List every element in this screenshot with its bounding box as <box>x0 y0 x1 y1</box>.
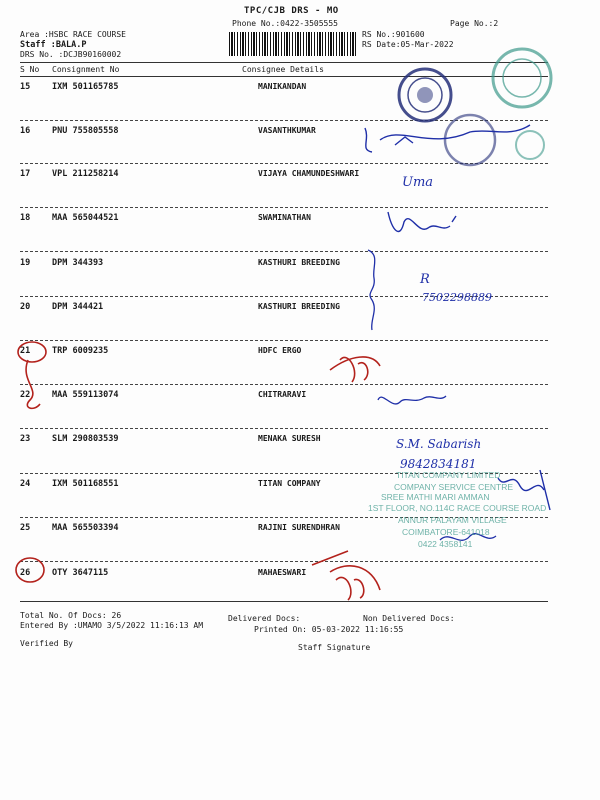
row-consignee: TITAN COMPANY <box>258 479 321 488</box>
signature-row-22 <box>378 396 446 404</box>
company-stamp <box>368 470 546 549</box>
round-stamp-teal <box>493 49 551 107</box>
non-delivered-docs: Non Delivered Docs: <box>363 614 455 623</box>
svg-text:0422 4358141: 0422 4358141 <box>418 539 473 549</box>
entered-by: Entered By :UMAMO 3/5/2022 11:16:13 AM <box>20 621 204 630</box>
row-consignee: KASTHURI BREEDING <box>258 302 340 311</box>
row-consignment: TRP 6009235 <box>52 346 109 356</box>
row-consignee: RAJINI SURENDHRAN <box>258 523 340 532</box>
page-number: Page No.:2 <box>450 19 499 28</box>
row-sno: 24 <box>20 479 31 489</box>
rs-number: RS No.:901600 <box>362 30 425 39</box>
brace-mark <box>368 250 375 330</box>
svg-text:TITAN COMPANY LIMITED: TITAN COMPANY LIMITED <box>396 470 501 480</box>
row-consignment: VPL 211258214 <box>52 169 119 179</box>
row-consignee: KASTHURI BREEDING <box>258 258 340 267</box>
phone-number: Phone No.:0422-3505555 <box>232 19 338 28</box>
row-consignee: SWAMINATHAN <box>258 213 311 222</box>
document-title: TPC/CJB DRS - MO <box>244 6 339 16</box>
row-consignment: SLM 290803539 <box>52 434 119 444</box>
handwritten-name: S.M. Sabarish <box>396 437 482 451</box>
row-sno: 17 <box>20 169 31 179</box>
row-consignee: MANIKANDAN <box>258 82 307 91</box>
row-consignee: CHITRARAVI <box>258 390 307 399</box>
row-sno: 23 <box>20 434 31 444</box>
column-consignee: Consignee Details <box>242 65 324 74</box>
svg-text:1ST FLOOR, NO.114C RACE COURSE: 1ST FLOOR, NO.114C RACE COURSE ROAD <box>368 503 547 513</box>
delivered-docs: Delivered Docs: <box>228 614 301 623</box>
verified-by: Verified By <box>20 639 73 648</box>
row-sno: 15 <box>20 82 31 92</box>
row-consignee: MENAKA SURESH <box>258 434 321 443</box>
row-consignment: OTY 3647115 <box>52 568 109 578</box>
row-consignee: MAHAESWARI <box>258 568 307 577</box>
svg-text:ANNUR PALAYAM VILLAGE: ANNUR PALAYAM VILLAGE <box>398 515 507 525</box>
handwritten-uma: Uma <box>402 175 434 190</box>
red-ink-marks <box>16 342 380 600</box>
printed-on: Printed On: 05-03-2022 11:16:55 <box>254 625 404 634</box>
handwritten-phone: 9842834181 <box>400 457 477 471</box>
area-label: Area :HSBC RACE COURSE <box>20 30 126 39</box>
row-sno: 16 <box>20 126 31 136</box>
drs-number: DRS No. :DCJB90160002 <box>20 50 122 59</box>
handwritten-r-number: 7502298889 <box>422 291 492 304</box>
svg-text:COMPANY SERVICE CENTRE: COMPANY SERVICE CENTRE <box>394 482 514 492</box>
row-sno: 26 <box>20 568 31 578</box>
row-sno: 22 <box>20 390 31 400</box>
row-consignment: DPM 344393 <box>52 258 104 268</box>
row-sno: 19 <box>20 258 31 268</box>
row-consignee: VIJAYA CHAMUNDESHWARI <box>258 169 360 178</box>
row-consignee: VASANTHKUMAR <box>258 126 316 135</box>
svg-text:COIMBATORE-641018: COIMBATORE-641018 <box>402 527 490 537</box>
row-consignment: DPM 344421 <box>52 302 104 312</box>
round-stamp-seal-lower <box>445 115 544 165</box>
svg-text:SREE MATHI MARI AMMAN: SREE MATHI MARI AMMAN <box>381 492 490 502</box>
signature-row-18 <box>388 212 456 231</box>
row-consignee: HDFC ERGO <box>258 346 302 355</box>
row-sno: 21 <box>20 346 31 356</box>
row-consignment: PNU 755805558 <box>52 126 119 136</box>
column-sno: S No <box>20 65 40 74</box>
row-consignment: IXM 501165785 <box>52 82 119 92</box>
row-consignment: MAA 559113074 <box>52 390 119 400</box>
row-consignment: MAA 565044521 <box>52 213 119 223</box>
round-stamp-blue <box>399 69 451 121</box>
handwritten-r: R <box>420 272 430 287</box>
row-consignment: IXM 501168551 <box>52 479 119 489</box>
staff-signature-label: Staff Signature <box>298 643 371 652</box>
row-consignment: MAA 565503394 <box>52 523 119 533</box>
staff-label: Staff :BALA.P <box>20 40 87 50</box>
row-sno: 20 <box>20 302 31 312</box>
row-sno: 18 <box>20 213 31 223</box>
column-consignment: Consignment No <box>52 65 120 74</box>
rs-date: RS Date:05-Mar-2022 <box>362 40 454 49</box>
total-docs: Total No. Of Docs: 26 <box>20 611 122 620</box>
row-sno: 25 <box>20 523 31 533</box>
